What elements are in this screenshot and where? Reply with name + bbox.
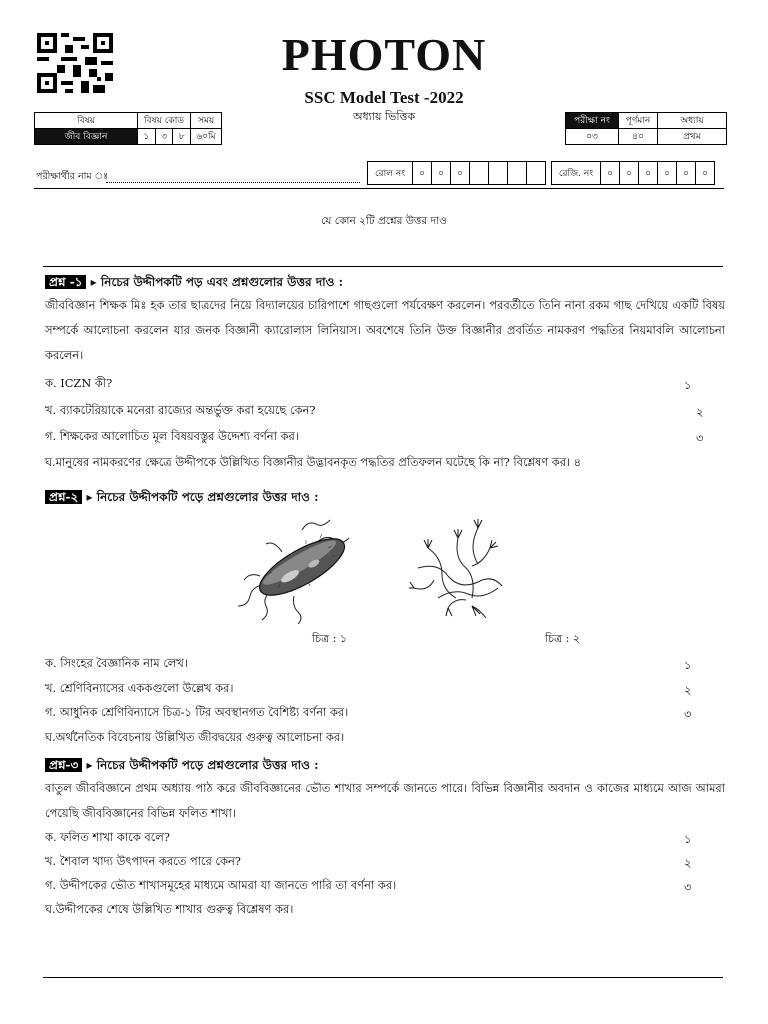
code-digit: ৩ (155, 129, 173, 145)
code-digit: ৮ (173, 129, 191, 145)
arrow-icon: ▸ (90, 275, 97, 289)
question-2-tag: প্রশ্ন-২ (45, 490, 82, 504)
question-2-heading (45, 489, 319, 509)
footer-divider (43, 977, 723, 978)
q2-part-b-mark: ২ (684, 683, 692, 697)
question-3-tag: প্রশ্ন-৩ (45, 758, 82, 772)
q3-part-c-mark: ৩ (684, 880, 692, 894)
roll-digit[interactable] (489, 162, 508, 185)
arrow-icon: ▸ (86, 758, 93, 772)
chapter-label: অধ্যায় ভিত্তিক (352, 110, 416, 123)
reg-digit[interactable]: ০ (658, 162, 677, 185)
q1-part-a-mark: ১ (684, 378, 692, 392)
subject-header: বিষয় (35, 113, 138, 129)
q2-part-b: খ. শ্রেণিবিন্যাসের এককগুলো উল্লেখ কর। (45, 681, 234, 695)
q3-part-b: খ. শৈবাল খাদ্য উৎপাদন করতে পারে কেন? (45, 854, 241, 868)
exam-info-table (565, 112, 727, 145)
q1-part-c-mark: ৩ (696, 431, 704, 445)
roll-digit[interactable]: ০ (413, 162, 432, 185)
q1-part-c: গ. শিক্ষকের আলোচিত মূল বিষয়বস্তুর উদ্দেশ্য বর্ণনা কর। (45, 429, 299, 443)
question-1-stimulus: জীববিজ্ঞান শিক্ষক মিঃ হক তার ছাত্রদের নিয়ে বিদ্যালয়ের চারিপাশে গাছগুলো পর্যবেক্ষণ করলেন। পরবর্তীতে তিনি নানা রকম গাছ দেখিয়ে একটি বিষয় সম্পর্কে আলোচনা করলেন যার জনক বিজ্ঞানী ক্যারোলাস লিনিয়াস। অবশেষে তিনি উক্ত বিজ্ঞানীর প্রবর্তিত নামকরণ পদ্ধতির নিয়মাবলি আলোচনা করলেন। (45, 298, 725, 362)
code-digit: ১ (138, 129, 156, 145)
q2-part-a-mark: ১ (684, 658, 692, 672)
arrow-icon: ▸ (86, 490, 93, 504)
question-3-heading (45, 757, 319, 777)
time-value: ৬০মি (191, 129, 222, 145)
reg-digit[interactable]: ০ (696, 162, 715, 185)
q3-part-c: গ. উদ্দীপকের ভৌত শাখাসমূহের মাধ্যমে আমরা যা জানতে পারি তা বর্ণনা কর। (45, 878, 397, 892)
question-1-instruction: নিচের উদ্দীপকটি পড় এবং প্রশ্নগুলোর উত্তর দাও : (100, 275, 344, 289)
question-3-instruction: নিচের উদ্দীপকটি পড়ে প্রশ্নগুলোর উত্তর দাও : (96, 758, 319, 772)
roll-digit[interactable]: ০ (432, 162, 451, 185)
exam-no-value: ০৩ (566, 129, 619, 145)
bacterium-illustration (232, 512, 362, 624)
chapter-value: প্রথম (658, 129, 727, 145)
figure-1-caption: চিত্র : ১ (312, 632, 348, 645)
q2-part-c-mark: ৩ (684, 707, 692, 721)
registration-box (551, 161, 715, 185)
roll-digit[interactable]: ০ (451, 162, 470, 185)
name-field[interactable] (106, 181, 360, 183)
q3-part-b-mark: ২ (684, 856, 692, 870)
q2-part-d: ঘ.অর্থনৈতিক বিবেচনায় উল্লিখিত জীবদ্বয়ের গুরুত্ব আলোচনা কর। (45, 730, 345, 744)
q1-part-b: খ. ব্যাকটেরিয়াকে মনেরা রাজ্যের অন্তর্ভুক্ত করা হয়েছে কেন? (45, 403, 316, 417)
fungus-illustration (408, 508, 508, 620)
roll-label: রোল নং (368, 162, 413, 185)
section-divider (43, 266, 723, 267)
reg-digit[interactable]: ০ (639, 162, 658, 185)
chapter-header: অধ্যায় (658, 113, 727, 129)
exam-no-header: পরীক্ষা নং (566, 113, 619, 129)
question-1-heading (45, 274, 343, 294)
q2-part-c: গ. আধুনিক শ্রেণিবিন্যাসে চিত্র-১ টির অবস্থানগত বৈশিষ্ট্য বর্ণনা কর। (45, 705, 349, 719)
roll-digit[interactable] (508, 162, 527, 185)
page-title: PHOTON (281, 29, 487, 80)
question-3-stimulus: বাতুল জীববিজ্ঞানে প্রথম অধ্যায় পাঠ করে জীববিজ্ঞানের ভৌত শাখার সম্পর্কে জানতে পারে। বিভিন্ন বিজ্ঞানীর অবদান ও কাজের মাধ্যমে আজ আমরা পেয়েছি জীববিজ্ঞানের বিভিন্ন ফলিত শাখা। (45, 781, 725, 820)
q2-part-a: ক. সিংহের বৈজ্ঞানিক নাম লেখ। (45, 656, 188, 670)
q1-part-b-mark: ২ (696, 405, 704, 419)
question-2-instruction: নিচের উদ্দীপকটি পড়ে প্রশ্নগুলোর উত্তর দাও : (96, 490, 319, 504)
q3-part-a: ক. ফলিত শাখা কাকে বলে? (45, 830, 170, 844)
q1-part-d: ঘ.মানুষের নামকরণের ক্ষেত্রে উদ্দীপকে উল্লিখিত বিজ্ঞানীর উদ্ভাবনকৃত পদ্ধতির প্রতিফলন ঘটেছে কি না? বিশ্লেষণ কর। ৪ (45, 455, 582, 469)
q3-part-a-mark: ১ (684, 832, 692, 846)
q1-part-a: ক. ICZN কী? (45, 376, 113, 390)
reg-digit[interactable]: ০ (677, 162, 696, 185)
subject-value: জীব বিজ্ঞান (35, 129, 138, 145)
full-marks-value: ৪০ (619, 129, 658, 145)
roll-box (367, 161, 546, 185)
full-marks-header: পূর্ণমান (619, 113, 658, 129)
q3-part-d: ঘ.উদ্দীপকের শেষে উল্লিখিত শাখার গুরুত্ব বিশ্লেষণ কর। (45, 902, 294, 916)
figure-2-caption: চিত্র : ২ (545, 632, 581, 645)
instruction: যে কোন ২টি প্রশ্নের উত্তর দাও (321, 215, 447, 227)
roll-digit[interactable] (527, 162, 546, 185)
subject-table (34, 112, 222, 145)
roll-digit[interactable] (470, 162, 489, 185)
header-divider (34, 188, 724, 189)
exam-subtitle: SSC Model Test -2022 (304, 88, 464, 107)
reg-label: রেজি. নং (552, 162, 601, 185)
name-label: পরীক্ষার্থীর নাম ঃ (36, 171, 109, 182)
question-1-tag: প্রশ্ন -১ (45, 275, 86, 289)
time-header: সময় (191, 113, 222, 129)
code-header: বিষয় কোড (138, 113, 191, 129)
reg-digit[interactable]: ০ (601, 162, 620, 185)
reg-digit[interactable]: ০ (620, 162, 639, 185)
